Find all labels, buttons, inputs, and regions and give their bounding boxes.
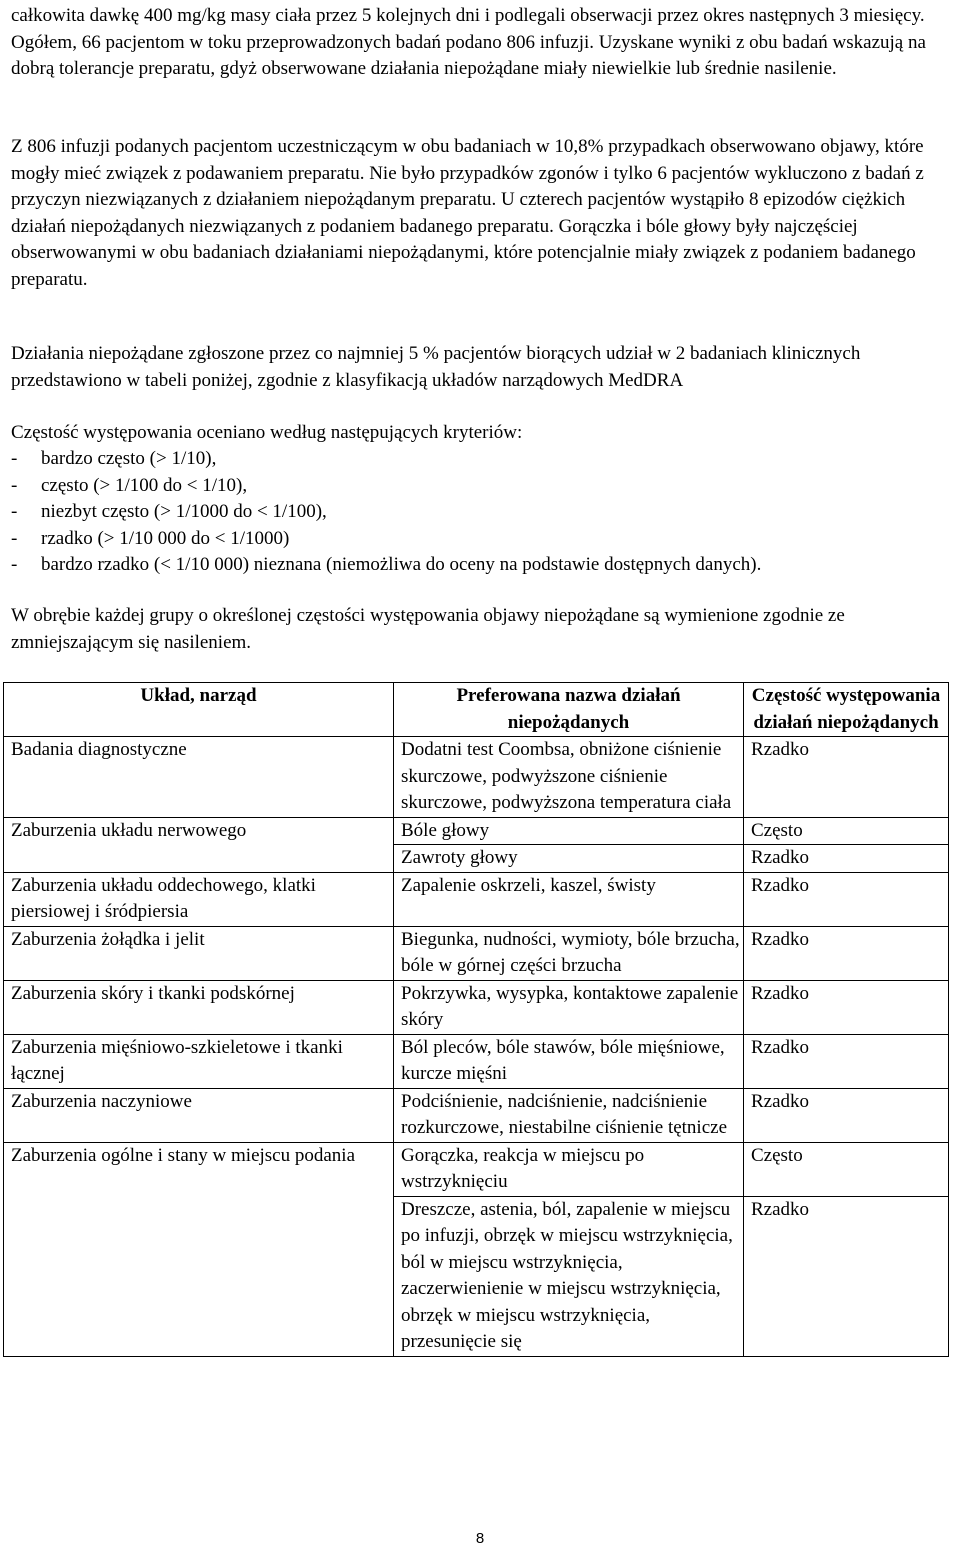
list-item: - rzadko (> 1/10 000 do < 1/1000) bbox=[11, 527, 290, 549]
list-item: - bardzo rzadko (< 1/10 000) nieznana (niemożliwa do oceny na podstawie dostępnych danych). bbox=[11, 554, 762, 575]
table-row bbox=[4, 980, 949, 1034]
cell-frequency: Rzadko bbox=[744, 872, 949, 926]
cell-effect: Bóle głowy bbox=[394, 817, 744, 845]
page-number: 8 bbox=[475, 1530, 485, 1547]
paragraph-frequency-criteria: Częstość występowania oceniano według następujących kryteriów: bbox=[11, 422, 523, 443]
paragraph-dosage: całkowita dawkę 400 mg/kg masy ciała przez 5 kolejnych dni i podlegali obserwacji przez okres następnych 3 miesięcy. Ogółem, 66 pacjentom w toku przeprowadzonych badań podano 806 infuzji. Uzyskane wyniki z obu badań wskazują na dobrą tolerancje preparatu, gdyż obserwowane działania niepożądane miały niewielkie lub średnie nasilenie. bbox=[11, 5, 926, 79]
cell-frequency: Rzadko bbox=[744, 845, 949, 873]
cell-frequency: Rzadko bbox=[744, 1034, 949, 1088]
header-frequency: Częstość występowania działań niepożądanych bbox=[744, 683, 949, 737]
table-row bbox=[4, 926, 949, 980]
paragraph-infusions: Z 806 infuzji podanych pacjentom uczestniczącym w obu badaniach w 10,8% przypadkach obserwowano objawy, które mogły mieć związek z podawaniem preparatu. Nie było przypadków zgonów i tylko 6 pacjentów wykluczono z badań z przyczyn niezwiązanych z działaniem niepożądanym preparatu. U czterech pacjentów wystąpiło 8 epizodów ciężkich działań niepożądanych niezwiązanych z podaniem badanego preparatu. Gorączka i bóle głowy były najczęściej obserwowanymi w obu badaniach działaniami niepożądanymi, które potencjalnie miały związek z podaniem badanego preparatu. bbox=[11, 136, 924, 290]
cell-frequency: Rzadko bbox=[744, 737, 949, 818]
cell-effect: Ból pleców, bóle stawów, bóle mięśniowe, kurcze mięśni bbox=[394, 1034, 744, 1088]
cell-frequency: Rzadko bbox=[744, 980, 949, 1034]
table-row bbox=[4, 737, 949, 818]
cell-frequency: Rzadko bbox=[744, 926, 949, 980]
cell-effect: Zapalenie oskrzeli, kaszel, świsty bbox=[394, 872, 744, 926]
cell-frequency: Rzadko bbox=[744, 1088, 949, 1142]
cell-effect: Pokrzywka, wysypka, kontaktowe zapalenie skóry bbox=[394, 980, 744, 1034]
table-row bbox=[4, 872, 949, 926]
list-item: - często (> 1/100 do < 1/10), bbox=[11, 474, 248, 496]
table-row bbox=[4, 817, 949, 845]
cell-organ: Zaburzenia układu nerwowego bbox=[4, 817, 394, 872]
cell-effect: Podciśnienie, nadciśnienie, nadciśnienie rozkurczowe, niestabilne ciśnienie tętnicze bbox=[394, 1088, 744, 1142]
cell-frequency: Często bbox=[744, 817, 949, 845]
cell-organ: Zaburzenia mięśniowo-szkieletowe i tkanki łącznej bbox=[4, 1034, 394, 1088]
cell-organ: Badania diagnostyczne bbox=[4, 737, 394, 818]
header-organ: Układ, narząd bbox=[4, 683, 394, 737]
list-item: - bardzo często (> 1/10), bbox=[11, 448, 217, 469]
adverse-effects-table bbox=[3, 682, 949, 1357]
cell-organ: Zaburzenia ogólne i stany w miejscu podania bbox=[4, 1142, 394, 1356]
cell-effect: Dreszcze, astenia, ból, zapalenie w miejscu po infuzji, obrzęk w miejscu wstrzyknięcia, ból w miejscu wstrzyknięcia, zaczerwienienie w miejscu wstrzyknięcia, obrzęk w miejscu wstrzyknięcia, przesunięcie się bbox=[394, 1196, 744, 1356]
cell-effect: Dodatni test Coombsa, obniżone ciśnienie skurczowe, podwyższone ciśnienie skurczowe, podwyższona temperatura ciała bbox=[394, 737, 744, 818]
table-row bbox=[4, 1088, 949, 1142]
cell-effect: Biegunka, nudności, wymioty, bóle brzucha, bóle w górnej części brzucha bbox=[394, 926, 744, 980]
cell-effect: Zawroty głowy bbox=[394, 845, 744, 873]
table-row bbox=[4, 1142, 949, 1196]
table-header-row bbox=[4, 683, 949, 737]
frequency-criteria-list bbox=[11, 446, 761, 579]
cell-organ: Zaburzenia układu oddechowego, klatki piersiowej i śródpiersia bbox=[4, 872, 394, 926]
header-effect: Preferowana nazwa działań niepożądanych bbox=[394, 683, 744, 737]
paragraph-severity-order: W obrębie każdej grupy o określonej częstości występowania objawy niepożądane są wymienione zgodnie ze zmniejszającym się nasileniem. bbox=[11, 605, 845, 653]
list-item: - niezbyt często (> 1/1000 do < 1/100), bbox=[11, 501, 327, 522]
cell-frequency: Często bbox=[744, 1142, 949, 1196]
cell-organ: Zaburzenia skóry i tkanki podskórnej bbox=[4, 980, 394, 1034]
cell-effect: Gorączka, reakcja w miejscu po wstrzyknięciu bbox=[394, 1142, 744, 1196]
cell-organ: Zaburzenia naczyniowe bbox=[4, 1088, 394, 1142]
cell-organ: Zaburzenia żołądka i jelit bbox=[4, 926, 394, 980]
paragraph-adverse-intro: Działania niepożądane zgłoszone przez co najmniej 5 % pacjentów biorących udział w 2 badaniach klinicznych przedstawiono w tabeli poniżej, zgodnie z klasyfikacją układów narządowych MedDRA bbox=[11, 343, 861, 391]
cell-frequency: Rzadko bbox=[744, 1196, 949, 1356]
table-row bbox=[4, 1034, 949, 1088]
